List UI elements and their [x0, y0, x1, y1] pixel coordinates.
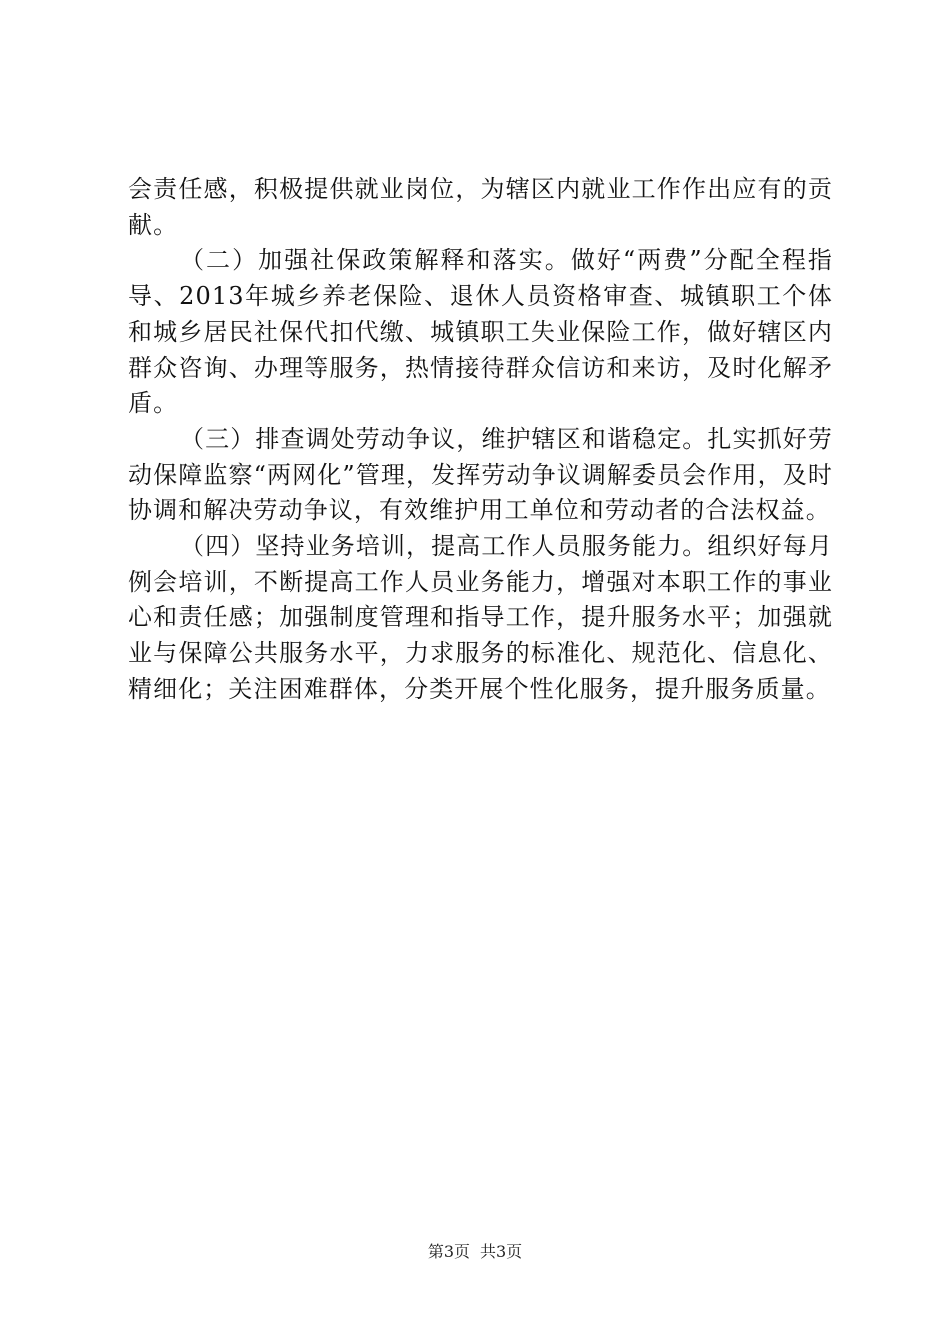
document-body [128, 172, 833, 708]
paragraph-training: （四）坚持业务培训，提高工作人员服务能力。组织好每月例会培训，不断提高工作人员业务能力，增强对本职工作的事业心和责任感；加强制度管理和指导工作，提升服务水平；加强就业与保障公共服务水平，力求服务的标准化、规范化、信息化、精细化；关注困难群体，分类开展个性化服务，提升服务质量。 [128, 532, 833, 703]
page-total: 共3页 [480, 1242, 523, 1261]
paragraph-continuation: 会责任感，积极提供就业岗位，为辖区内就业工作作出应有的贡献。 [128, 175, 833, 239]
page-number: 第3页 [427, 1242, 470, 1261]
page-footer [0, 1242, 950, 1262]
paragraph-labor-disputes: （三）排查调处劳动争议，维护辖区和谐稳定。扎实抓好劳动保障监察“两网化”管理，发挥劳动争议调解委员会作用，及时协调和解决劳动争议，有效维护用工单位和劳动者的合法权益。 [128, 424, 833, 525]
paragraph-social-security: （二）加强社保政策解释和落实。做好“两费”分配全程指导、2013年城乡养老保险、退休人员资格审查、城镇职工个体和城乡居民社保代扣代缴、城镇职工失业保险工作，做好辖区内群众咨询、办理等服务，热情接待群众信访和来访，及时化解矛盾。 [128, 246, 833, 418]
